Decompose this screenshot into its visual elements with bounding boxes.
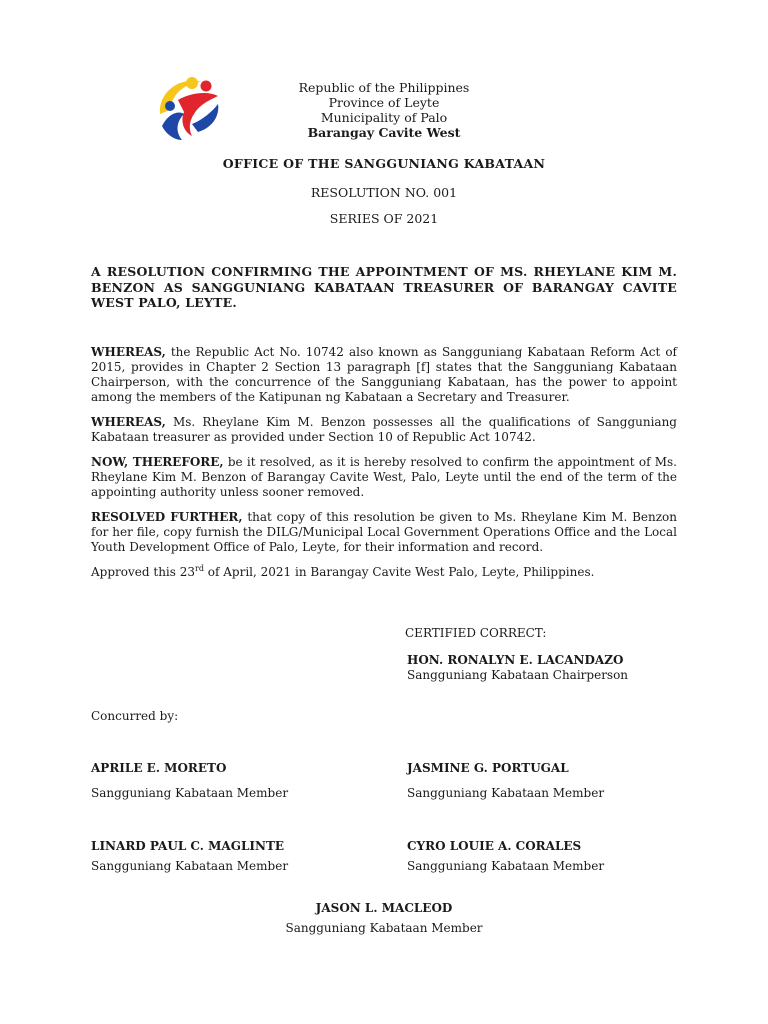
- member-name: JASMINE G. PORTUGAL: [407, 761, 569, 775]
- concurred-by-label: Concurred by:: [91, 709, 179, 723]
- paragraph-lead: NOW, THEREFORE,: [91, 455, 224, 469]
- chairperson-title: Sangguniang Kabataan Chairperson: [407, 668, 629, 682]
- member-signature-1: [91, 761, 288, 800]
- certified-correct-label: CERTIFIED CORRECT:: [405, 626, 547, 640]
- letterhead: [200, 80, 568, 140]
- approval-before: Approved this 23: [91, 565, 195, 579]
- office-heading: OFFICE OF THE SANGGUNIANG KABATAAN: [222, 156, 546, 171]
- therefore-paragraph: [91, 455, 677, 500]
- whereas-paragraph-1: [91, 345, 677, 405]
- member-role: Sangguniang Kabataan Member: [285, 921, 483, 935]
- member-name: JASON L. MACLEOD: [315, 901, 453, 915]
- chairperson-name: HON. RONALYN E. LACANDAZO: [407, 653, 624, 667]
- paragraph-lead: WHEREAS,: [91, 415, 166, 429]
- letterhead-barangay: Barangay Cavite West: [307, 125, 461, 140]
- resolved-further-paragraph: [91, 510, 677, 555]
- member-signature-4: [407, 839, 604, 873]
- member-name: APRILE E. MORETO: [91, 761, 227, 775]
- approval-after: of April, 2021 in Barangay Cavite West Palo, Leyte, Philippines.: [203, 565, 595, 579]
- approval-line: [91, 565, 677, 580]
- member-name: LINARD PAUL C. MAGLINTE: [91, 839, 285, 853]
- member-signature-3: [91, 839, 288, 873]
- paragraph-lead: WHEREAS,: [91, 345, 166, 359]
- paragraph-text: the Republic Act No. 10742 also known as Sangguniang Kabataan Reform Act of 2015, provides in Chapter 2 Section 13 paragraph [f] states that the Sangguniang Kabataan Chairperson, with the concurrence of the Sangguniang Kabataan, has the power to appoint among the members of the Katipunan ng Kabataan a Secretary and Treasurer.: [91, 345, 677, 404]
- paragraph-text: Ms. Rheylane Kim M. Benzon possesses all the qualifications of Sangguniang Kabataan treasurer as provided under Section 10 of Republic Act 10742.: [91, 415, 677, 444]
- member-name: CYRO LOUIE A. CORALES: [407, 839, 582, 853]
- member-signature-5: [0, 901, 768, 935]
- member-role: Sangguniang Kabataan Member: [91, 859, 289, 873]
- resolution-number: RESOLUTION NO. 001: [310, 185, 458, 200]
- letterhead-province: Province of Leyte: [328, 95, 440, 110]
- resolution-series: SERIES OF 2021: [329, 211, 439, 226]
- approval-ordinal: rd: [195, 564, 204, 573]
- member-role: Sangguniang Kabataan Member: [407, 859, 605, 873]
- paragraph-text: that copy of this resolution be given to Ms. Rheylane Kim M. Benzon for her file, copy furnish the DILG/Municipal Local Government Operations Office and the Local Youth Development Office of Palo, Leyte, for their information and record.: [91, 510, 677, 554]
- member-role: Sangguniang Kabataan Member: [91, 786, 289, 800]
- resolution-title: A RESOLUTION CONFIRMING THE APPOINTMENT OF MS. RHEYLANE KIM M. BENZON AS SANGGUNIANG KABATAAN TREASURER OF BARANGAY CAVITE WEST PALO, LEYTE.: [91, 264, 677, 310]
- whereas-paragraph-2: [91, 415, 677, 445]
- paragraph-lead: RESOLVED FURTHER,: [91, 510, 243, 524]
- member-role: Sangguniang Kabataan Member: [407, 786, 605, 800]
- member-signature-2: [407, 761, 604, 800]
- letterhead-municipality: Municipality of Palo: [320, 110, 448, 125]
- resolution-body: [91, 345, 677, 590]
- paragraph-text: be it resolved, as it is hereby resolved to confirm the appointment of Ms. Rheylane Kim M. Benzon of Barangay Cavite West, Palo, Leyte until the end of the term of the appointing authority unless sooner removed.: [91, 455, 677, 499]
- letterhead-republic: Republic of the Philippines: [298, 80, 470, 95]
